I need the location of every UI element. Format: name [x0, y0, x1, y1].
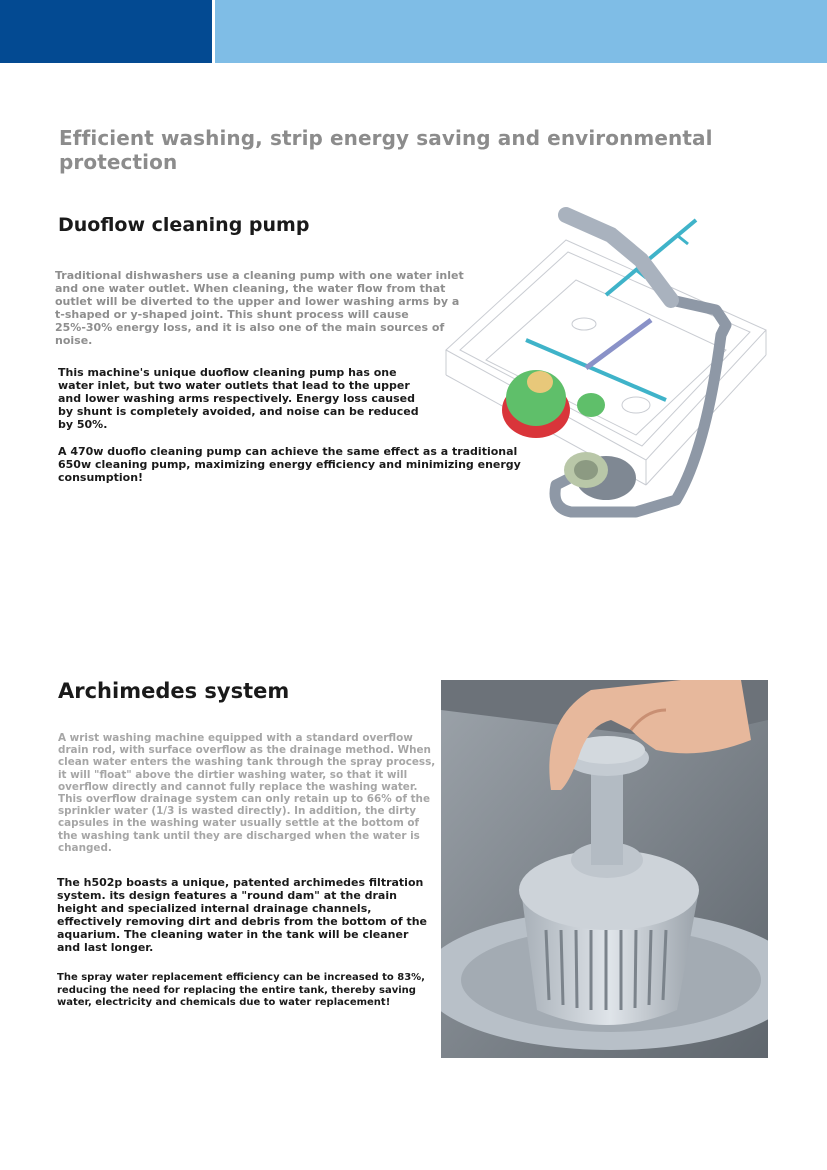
page-headline: Efficient washing, strip energy saving and environmental protection — [59, 126, 713, 174]
header-band-dark — [0, 0, 212, 63]
archimedes-title: Archimedes system — [58, 679, 290, 703]
archimedes-para-3: The spray water replacement efficiency can be increased to 83%, reducing the need for replacing the entire tank, thereby saving water, electricity and chemicals due to water replacement! — [57, 972, 425, 1008]
archimedes-para-1: A wrist washing machine equipped with a standard overflow drain rod, with surface overflow as the drainage method. When clean water enters the washing tank through the spray process, it will "float" above the dirtier washing water, so that it will overflow directly and cannot fully replace the washing water. This overflow drainage system can only retain up to 66% of the sprinkler water (1/3 is wasted directly). In addition, the dirty capsules in the washing water usually settle at the bottom of the washing tank until they are discharged when the water is changed. — [58, 732, 436, 854]
archimedes-filter-photo — [441, 680, 768, 1058]
header-band-light — [215, 0, 827, 63]
duoflow-pump-illustration — [436, 200, 772, 530]
duoflow-para-2: This machine's unique duoflow cleaning pump has one water inlet, but two water outlets that lead to the upper and lower washing arms respectively. Energy loss caused by shunt is completely avoided, and noise can be reduced by 50%. — [58, 366, 419, 431]
duoflow-para-1: Traditional dishwashers use a cleaning pump with one water inlet and one water outlet. When cleaning, the water flow from that outlet will be diverted to the upper and lower washing arms by a t-shaped or y-shaped joint. This shunt process will cause 25%-30% energy loss, and it is also one of the main sources of noise. — [55, 269, 464, 347]
duoflow-para-3: A 470w duoflo cleaning pump can achieve the same effect as a traditional 650w cleaning pump, maximizing energy efficiency and minimizing energy consumption! — [58, 445, 521, 484]
duoflow-title: Duoflow cleaning pump — [58, 214, 310, 236]
archimedes-para-2: The h502p boasts a unique, patented archimedes filtration system. its design features a "round dam" at the drain height and specialized internal drainage channels, effectively removing dirt and debris from the bottom of the aquarium. The cleaning water in the tank will be cleaner and last longer. — [57, 876, 428, 954]
